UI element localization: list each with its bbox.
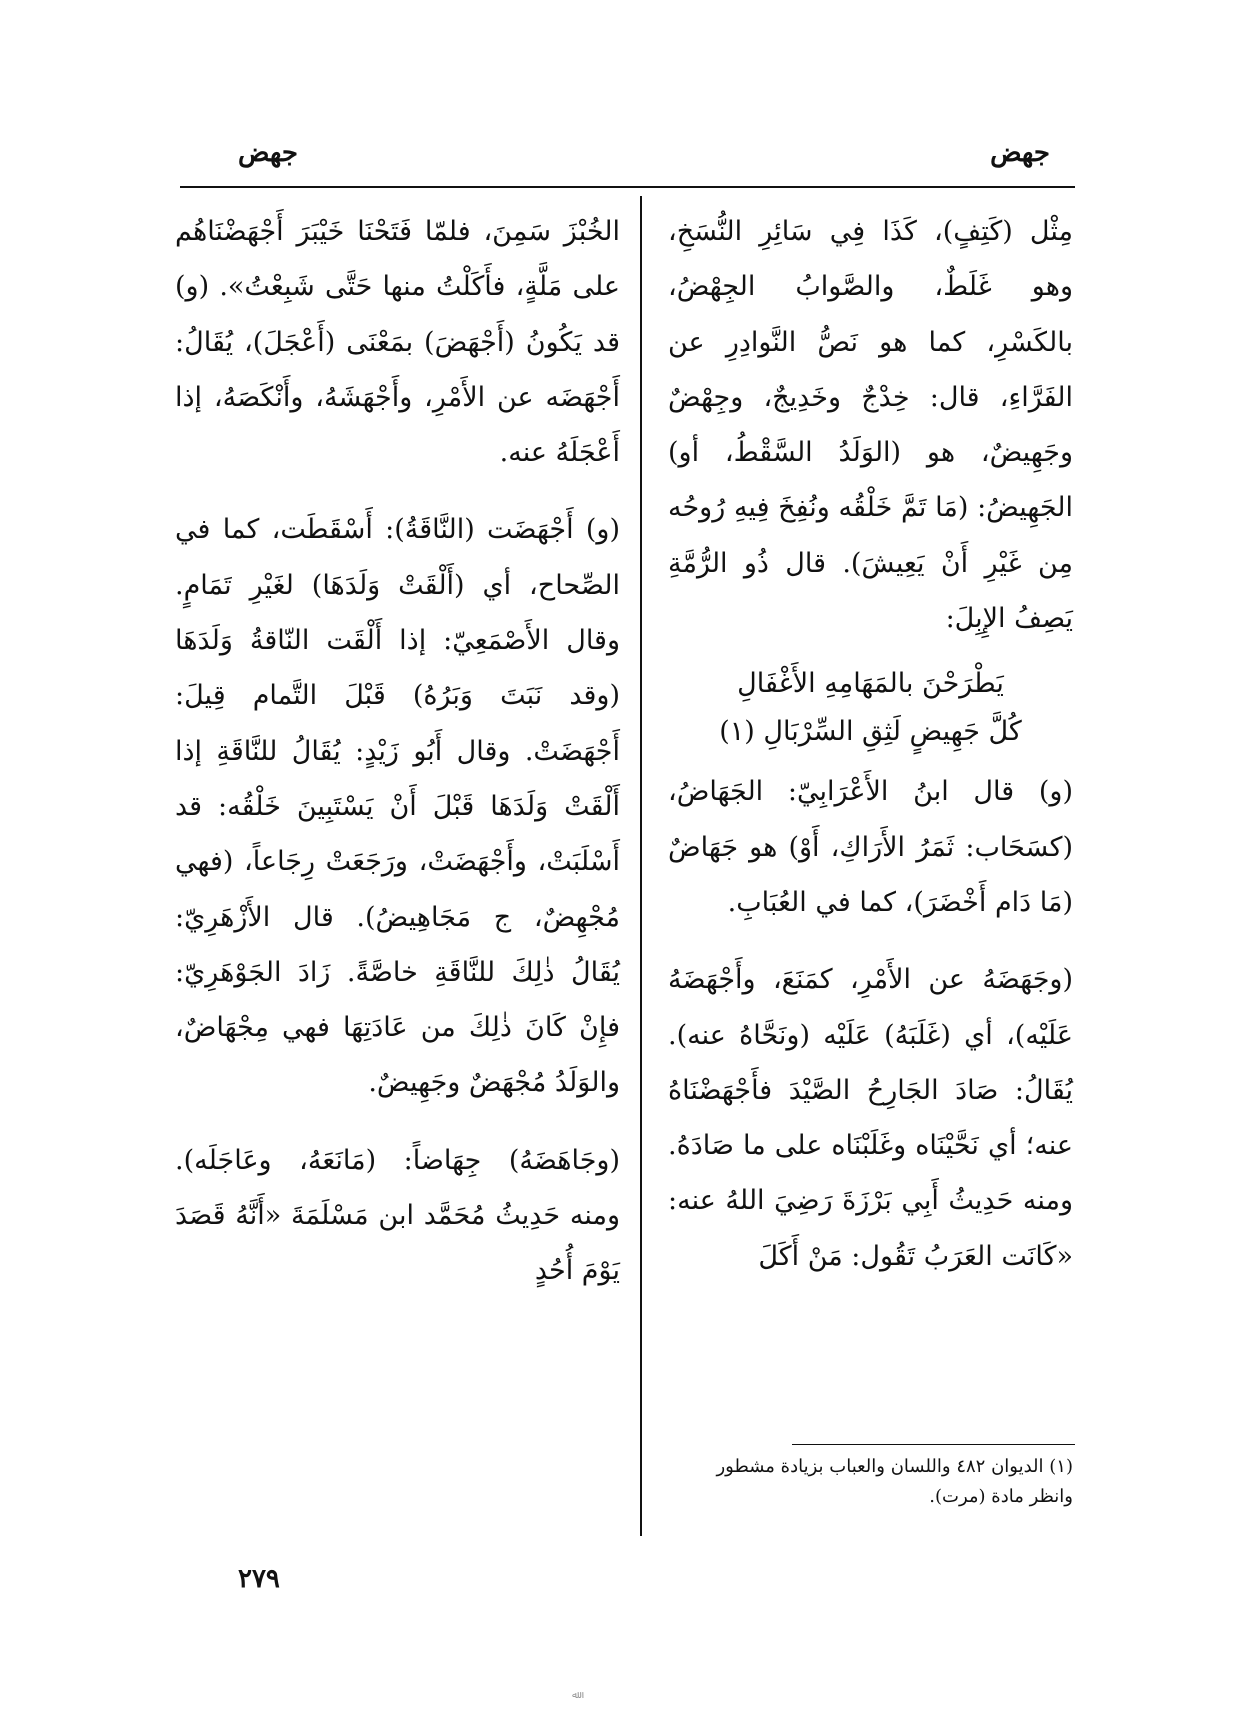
right-column [668,204,1073,1284]
left-column [175,204,620,1299]
header-rule [180,186,1075,188]
right-paragraph-1: مِثْل (كَتِفٍ)، كَذَا فِي سَائِرِ النُّسَخِ، وهو غَلَطٌ، والصَّوابُ الجِهْضُ، بالكَسْرِ، كما هو نَصُّ النَّوادِرِ عن الفَرَّاءِ، قال: خِدْجٌ وخَدِيجٌ، وجِهْضٌ وجَهِيضٌ، هو (الوَلَدُ السَّقْطُ، أو) الجَهِيضُ: (مَا تَمَّ خَلْقُه ونُفِخَ فِيهِ رُوحُه مِن غَيْرِ أَنْ يَعِيشَ). قال ذُو الرُّمَّةِ يَصِفُ الإِبِلَ: [668,216,1073,635]
print-mark: ﷲ [572,1690,578,1701]
right-paragraph-2: (و) قال ابنُ الأَعْرَابِيّ: الجَهَاضُ، (كسَحَاب: ثَمَرُ الأَرَاكِ، أَوْ) هو جَهَاضٌ (مَا دَام أَخْضَرَ)، كما في العُبَابِ. [668,776,1073,918]
right-paragraph-3: (وجَهَضَهُ عن الأَمْرِ، كمَنَعَ، وأَجْهَضَهُ عَلَيْه)، أي (غَلَبَهُ) عَلَيْه (ونَحَّاهُ عنه). يُقَالُ: صَادَ الجَارِحُ الصَّيْدَ فأَجْهَضْنَاهُ عنه؛ أي نَحَّيْنَاه وغَلَبْنَاه على ما صَادَهُ. ومنه حَدِيثُ أَبِي بَرْزَةَ رَضِيَ اللهُ عنه: «كَانَت العَرَبُ تَقُول: مَنْ أَكَلَ [668,964,1073,1272]
column-divider [640,196,642,1536]
footnote-rule [792,1444,1075,1445]
paragraph-gap [175,480,620,502]
running-head-right: جهض [990,138,1050,168]
paragraph-gap [668,930,1073,952]
footnote: (١) الديوان ٤٨٢ واللسان والعباب بزيادة مشطور وانظر مادة (مرت). [716,1456,1073,1507]
poem-line-2: كُلَّ جَهِيضٍ لَثِقِ السِّرْبَالِ (١) [719,716,1022,748]
running-head-left: جهض [238,138,298,168]
paragraph-gap [175,1111,620,1133]
page-number: ٢٧٩ [238,1564,280,1594]
left-paragraph-1: الخُبْزَ سَمِنَ، فلمّا فَتَحْنَا خَيْبَرَ أَجْهَضْنَاهُم على مَلَّةٍ، فأَكَلْتُ منها حَتَّى شَبِعْتُ». (و) قد يَكُونُ (أَجْهَضَ) بمَعْنَى (أَعْجَلَ)، يُقَالُ: أَجْهَضَه عن الأَمْرِ، وأَجْهَشَهُ، وأَنْكَصَهُ، إذا أَعْجَلَهُ عنه. [175,216,620,469]
left-paragraph-2: (و) أَجْهَضَت (النَّاقَةُ): أَسْقَطَت، كما في الصِّحاح، أي (أَلْقَتْ وَلَدَهَا) لغَيْرِ تَمَامٍ. وقال الأَصْمَعِيّ: إذا أَلْقَت النّاقةُ وَلَدَهَا (وقد نَبَتَ وَبَرُهُ) قَبْلَ التَّمام قِيلَ: أَجْهَضَتْ. وقال أَبُو زَيْدٍ: يُقَالُ للنَّاقَةِ إذا أَلْقَتْ وَلَدَهَا قَبْلَ أَنْ يَسْتَبِينَ خَلْقُه: قد أَسْلَبَتْ، وأَجْهَضَتْ، ورَجَعَتْ رِجَاعاً، (فهي مُجْهِضٌ، ج مَجَاهِيضُ). قال الأَزْهَرِيّ: يُقَالُ ذٰلِكَ للنَّاقَةِ خاصَّةً. زَادَ الجَوْهَرِيّ: فإِنْ كَانَ ذٰلِكَ من عَادَتِهَا فهي مِجْهَاضٌ، والوَلَدُ مُجْهَضٌ وجَهِيضٌ. [175,514,620,1099]
poem-block [668,660,1073,756]
left-paragraph-3: (وجَاهَضَهُ) جِهَاضاً: (مَانَعَهُ، وعَاجَلَه). ومنه حَدِيثُ مُحَمَّد ابن مَسْلَمَةَ «أَنَّهُ قَصَدَ يَوْمَ أُحُدٍ [175,1144,620,1287]
poem-line-1: يَطْرَحْنَ بالمَهَامِهِ الأَغْفَالِ [737,668,1004,700]
